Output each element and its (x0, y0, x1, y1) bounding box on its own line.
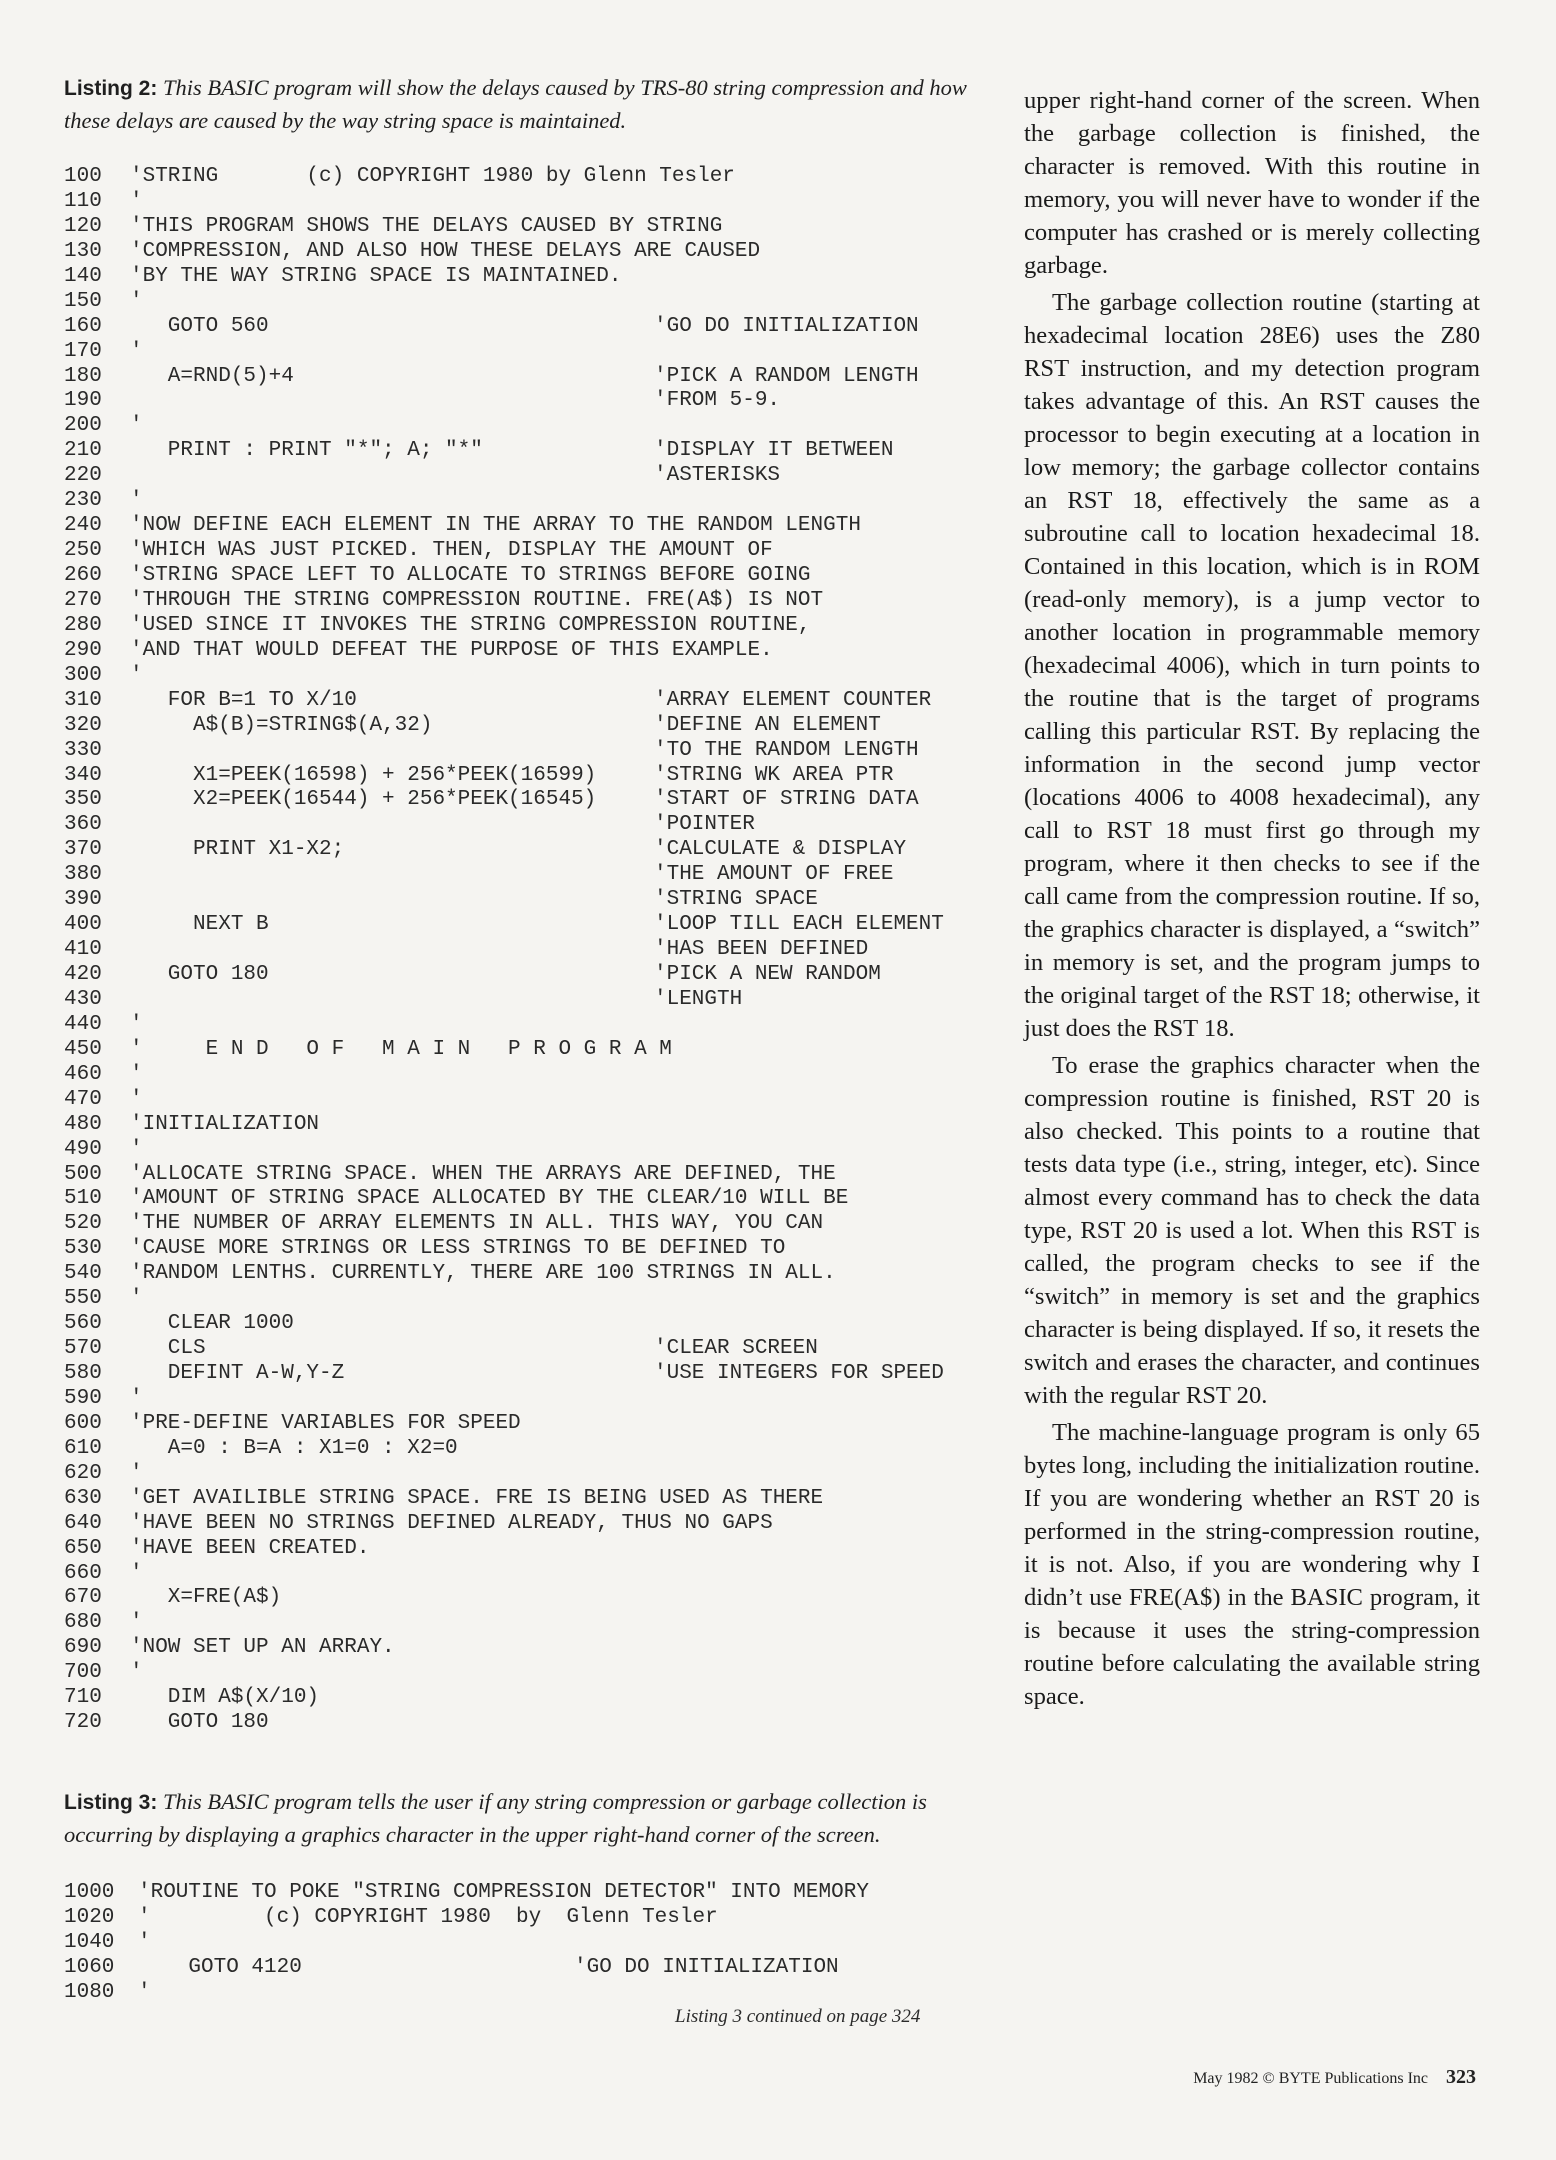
line-number: 140 (64, 264, 102, 288)
line-number: 260 (64, 564, 102, 587)
line-number: 330 (64, 738, 102, 762)
code-line (64, 365, 1009, 390)
line-number: 400 (64, 913, 102, 937)
line-number: 210 (64, 439, 102, 463)
code-statement: 'ROUTINE TO POKE "STRING COMPRESSION DETECTOR" INTO MEMORY (138, 1881, 869, 1905)
page-number: 323 (1446, 2066, 1476, 2088)
code-statement: 'NOW DEFINE EACH ELEMENT IN THE ARRAY TO THE RANDOM LENGTH (130, 514, 861, 538)
code-line (64, 1931, 1009, 1956)
code-line (64, 1661, 1009, 1686)
code-statement: 'USED SINCE IT INVOKES THE STRING COMPRESSION ROUTINE, (130, 613, 811, 637)
code-line (64, 739, 1009, 764)
code-line (64, 1287, 1009, 1312)
line-number: 480 (64, 1112, 102, 1136)
line-number: 340 (64, 763, 102, 787)
code-line (64, 564, 1009, 589)
code-statement: 'CAUSE MORE STRINGS OR LESS STRINGS TO BE DEFINED TO (130, 1237, 786, 1261)
line-number: 500 (64, 1162, 102, 1186)
line-number: 620 (64, 1461, 102, 1485)
code-statement: ' (130, 1611, 143, 1635)
code-statement: A$(B)=STRING$(A,32) (130, 713, 433, 737)
line-number: 1000 (64, 1881, 115, 1905)
code-line (64, 1711, 1009, 1736)
code-line (64, 714, 1009, 739)
code-statement: ' (130, 1561, 143, 1585)
code-line (64, 689, 1009, 714)
line-number: 230 (64, 489, 102, 513)
code-line (64, 938, 1009, 963)
listing-3-caption-text: This BASIC program tells the user if any string compression or garbage collection is occurring by displaying a graphics character in the upper right-hand corner of the screen. (64, 1789, 927, 1848)
code-statement (130, 464, 654, 489)
code-statement: NEXT B (130, 913, 269, 937)
code-statement: 'AND THAT WOULD DEFEAT THE PURPOSE OF THIS EXAMPLE. (130, 638, 773, 662)
code-line (64, 1163, 1009, 1188)
code-line (64, 1537, 1009, 1562)
line-number: 380 (64, 863, 102, 887)
line-number: 720 (64, 1711, 102, 1735)
code-statement: ' (130, 1087, 143, 1111)
line-number: 360 (64, 813, 102, 837)
code-statement: 'RANDOM LENTHS. CURRENTLY, THERE ARE 100 STRINGS IN ALL. (130, 1262, 836, 1286)
code-line (64, 1586, 1009, 1611)
code-statement: ' (130, 489, 143, 513)
line-number: 290 (64, 638, 102, 662)
line-number: 610 (64, 1436, 102, 1460)
code-line (64, 988, 1009, 1013)
listing-2-code (64, 165, 1009, 1736)
code-comment: 'HAS BEEN DEFINED (654, 938, 869, 962)
code-comment: 'PICK A RANDOM LENGTH (654, 364, 919, 388)
code-comment: 'GO DO INITIALIZATION (654, 314, 919, 338)
listing-3-code (64, 1881, 1009, 2006)
code-line (64, 290, 1009, 315)
listing-3-continued-note: Listing 3 continued on page 324 (675, 2006, 921, 2027)
code-comment: 'LENGTH (654, 987, 743, 1011)
line-number: 590 (64, 1386, 102, 1410)
code-line (64, 664, 1009, 689)
code-statement (130, 813, 654, 838)
line-number: 600 (64, 1411, 102, 1435)
code-statement: 'HAVE BEEN CREATED. (130, 1536, 370, 1560)
code-statement: GOTO 180 (130, 1711, 269, 1735)
line-number: 310 (64, 688, 102, 712)
code-comment: 'STRING SPACE (654, 888, 818, 912)
code-statement: 'INITIALIZATION (130, 1112, 320, 1136)
line-number: 520 (64, 1212, 102, 1236)
listing-3-label: Listing 3: (64, 1791, 158, 1815)
line-number: 460 (64, 1062, 102, 1086)
code-line (64, 1956, 1009, 1981)
code-statement: ' (130, 663, 143, 687)
code-line (64, 190, 1009, 215)
code-statement (130, 888, 654, 913)
code-statement: GOTO 4120 (138, 1955, 302, 1979)
code-statement: ' (130, 189, 143, 213)
code-line (64, 1437, 1009, 1462)
code-line (64, 1187, 1009, 1212)
code-line (64, 165, 1009, 190)
line-number: 420 (64, 963, 102, 986)
code-statement: 'COMPRESSION, AND ALSO HOW THESE DELAYS ARE CAUSED (130, 239, 761, 263)
code-statement: 'NOW SET UP AN ARRAY. (130, 1636, 395, 1660)
code-line (64, 1212, 1009, 1237)
code-comment: 'THE AMOUNT OF FREE (654, 863, 894, 887)
line-number: 1060 (64, 1955, 115, 1979)
line-number: 170 (64, 339, 102, 363)
code-statement: X2=PEEK(16544) + 256*PEEK(16545) (130, 788, 597, 812)
line-number: 490 (64, 1137, 102, 1161)
line-number: 700 (64, 1661, 102, 1685)
line-number: 150 (64, 289, 102, 313)
line-number: 660 (64, 1561, 102, 1585)
page-footer (1193, 2066, 1476, 2089)
line-number: 580 (64, 1362, 102, 1385)
code-statement: ' (130, 1661, 143, 1685)
article-column (1024, 84, 1480, 1713)
line-number: 550 (64, 1287, 102, 1311)
article-paragraph: To erase the graphics character when the compression routine is finished, RST 20 is also checked. This points to a routine that tests data type (i.e., string, integer, etc). Since almost every command has to check the data type, RST 20 is used a lot. When this RST is called, the program checks to see if the “switch” in memory is set and the graphics character is being displayed. If so, it resets the switch and erases the character, and continues with the regular RST 20. (1024, 1052, 1480, 1409)
code-line (64, 1412, 1009, 1437)
code-statement: CLEAR 1000 (130, 1312, 294, 1336)
code-line (64, 1906, 1009, 1931)
code-line (64, 340, 1009, 365)
line-number: 300 (64, 663, 102, 687)
code-statement: 'THROUGH THE STRING COMPRESSION ROUTINE. FRE(A$) IS NOT (130, 588, 824, 612)
code-statement: ' (130, 1062, 143, 1086)
code-statement: X1=PEEK(16598) + 256*PEEK(16599) (130, 763, 597, 787)
code-statement: ' (138, 1980, 151, 2004)
code-line (64, 389, 1009, 414)
code-comment: 'DISPLAY IT BETWEEN (654, 439, 894, 463)
code-statement: A=0 : B=A : X1=0 : X2=0 (130, 1436, 458, 1460)
code-line (64, 589, 1009, 614)
line-number: 130 (64, 239, 102, 263)
line-number: 470 (64, 1087, 102, 1111)
code-statement: GOTO 560 (130, 314, 269, 338)
line-number: 560 (64, 1312, 102, 1336)
line-number: 650 (64, 1536, 102, 1560)
code-statement: ' (130, 1137, 143, 1161)
code-statement: CLS (130, 1337, 206, 1361)
code-statement: ' (c) COPYRIGHT 1980 by Glenn Tesler (138, 1906, 718, 1929)
line-number: 390 (64, 888, 102, 912)
line-number: 450 (64, 1037, 102, 1061)
code-statement: ' (138, 1930, 151, 1954)
listing-2-caption-text: This BASIC program will show the delays caused by TRS-80 string compression and how these delays are caused by the way string space is maintained. (64, 75, 967, 133)
code-statement: ' (130, 1287, 143, 1311)
line-number: 280 (64, 613, 102, 637)
line-number: 110 (64, 189, 102, 213)
listing-2-label: Listing 2: (64, 77, 158, 100)
code-statement: 'GET AVAILIBLE STRING SPACE. FRE IS BEING USED AS THERE (130, 1486, 824, 1510)
code-line (64, 1312, 1009, 1337)
code-line (64, 1063, 1009, 1088)
code-line (64, 1138, 1009, 1163)
code-line (64, 1237, 1009, 1262)
code-statement: X=FRE(A$) (130, 1586, 282, 1610)
line-number: 640 (64, 1511, 102, 1535)
code-statement: ' (130, 414, 143, 438)
code-line (64, 1337, 1009, 1362)
code-statement (130, 739, 654, 764)
code-statement (130, 863, 654, 888)
code-line (64, 838, 1009, 863)
code-line (64, 1881, 1009, 1906)
code-line (64, 1362, 1009, 1387)
code-line (64, 888, 1009, 913)
code-line (64, 489, 1009, 514)
code-line (64, 1462, 1009, 1487)
code-statement: 'STRING (c) COPYRIGHT 1980 by Glenn Tesler (130, 165, 735, 188)
line-number: 250 (64, 539, 102, 563)
line-number: 350 (64, 788, 102, 812)
line-number: 510 (64, 1187, 102, 1211)
line-number: 100 (64, 165, 102, 188)
code-line (64, 1038, 1009, 1063)
code-statement: ' (130, 1461, 143, 1485)
listing-2-caption (64, 72, 1009, 137)
code-statement: PRINT : PRINT "*"; A; "*" (130, 439, 483, 463)
code-line (64, 1562, 1009, 1587)
code-statement (130, 938, 654, 963)
code-line (64, 514, 1009, 539)
line-number: 200 (64, 414, 102, 438)
line-number: 570 (64, 1337, 102, 1361)
line-number: 190 (64, 389, 102, 413)
code-statement: 'THIS PROGRAM SHOWS THE DELAYS CAUSED BY STRING (130, 214, 723, 238)
code-statement: 'PRE-DEFINE VARIABLES FOR SPEED (130, 1411, 521, 1435)
line-number: 410 (64, 938, 102, 962)
code-statement (130, 988, 654, 1013)
code-line (64, 265, 1009, 290)
code-statement: ' (130, 1386, 143, 1410)
code-line (64, 913, 1009, 938)
code-line (64, 1981, 1009, 2006)
code-statement: ' (130, 289, 143, 313)
line-number: 630 (64, 1486, 102, 1510)
line-number: 120 (64, 214, 102, 238)
code-line (64, 215, 1009, 240)
line-number: 270 (64, 588, 102, 612)
code-statement: 'THE NUMBER OF ARRAY ELEMENTS IN ALL. THIS WAY, YOU CAN (130, 1212, 824, 1236)
code-line (64, 614, 1009, 639)
article-paragraph: upper right-hand corner of the screen. When the garbage collection is finished, the character is removed. With this routine in memory, you will never have to wonder if the computer has crashed or is merely collecting garbage. (1024, 87, 1480, 279)
code-comment: 'ASTERISKS (654, 464, 781, 488)
code-line (64, 1487, 1009, 1512)
code-comment: 'CALCULATE & DISPLAY (654, 838, 907, 862)
code-statement: DEFINT A-W,Y-Z (130, 1362, 345, 1385)
code-statement (130, 389, 654, 414)
listings-column (64, 72, 1009, 2006)
code-statement: 'AMOUNT OF STRING SPACE ALLOCATED BY THE CLEAR/10 WILL BE (130, 1187, 849, 1211)
code-line (64, 315, 1009, 340)
code-statement: FOR B=1 TO X/10 (130, 688, 357, 712)
code-comment: 'FROM 5-9. (654, 389, 781, 413)
code-statement: ' (130, 1012, 143, 1036)
listing-3-caption (64, 1786, 1009, 1851)
code-statement: PRINT X1-X2; (130, 838, 345, 862)
code-comment: 'ARRAY ELEMENT COUNTER (654, 688, 932, 712)
code-comment: 'GO DO INITIALIZATION (574, 1955, 839, 1979)
code-line (64, 863, 1009, 888)
code-comment: 'DEFINE AN ELEMENT (654, 713, 881, 737)
footer-issue: May 1982 © BYTE Publications Inc (1193, 2070, 1428, 2087)
code-comment: 'PICK A NEW RANDOM (654, 963, 881, 986)
line-number: 690 (64, 1636, 102, 1660)
code-statement: 'BY THE WAY STRING SPACE IS MAINTAINED. (130, 264, 622, 288)
code-statement: 'STRING SPACE LEFT TO ALLOCATE TO STRINGS BEFORE GOING (130, 564, 811, 587)
code-line (64, 764, 1009, 789)
line-number: 370 (64, 838, 102, 862)
code-comment: 'LOOP TILL EACH ELEMENT (654, 913, 944, 937)
code-comment: 'USE INTEGERS FOR SPEED (654, 1362, 944, 1385)
code-line (64, 1512, 1009, 1537)
line-number: 1040 (64, 1930, 115, 1954)
code-line (64, 1686, 1009, 1711)
code-line (64, 1262, 1009, 1287)
line-number: 710 (64, 1686, 102, 1710)
code-line (64, 1088, 1009, 1113)
code-comment: 'TO THE RANDOM LENGTH (654, 738, 919, 762)
code-line (64, 1387, 1009, 1412)
line-number: 220 (64, 464, 102, 488)
code-line (64, 464, 1009, 489)
line-number: 1020 (64, 1906, 115, 1929)
line-number: 1080 (64, 1980, 115, 2004)
code-statement: 'WHICH WAS JUST PICKED. THEN, DISPLAY THE AMOUNT OF (130, 539, 773, 563)
code-statement: A=RND(5)+4 (130, 364, 294, 388)
code-line (64, 963, 1009, 988)
code-statement: 'HAVE BEEN NO STRINGS DEFINED ALREADY, THUS NO GAPS (130, 1511, 773, 1535)
code-comment: 'CLEAR SCREEN (654, 1337, 818, 1361)
code-line (64, 813, 1009, 838)
line-number: 180 (64, 364, 102, 388)
code-line (64, 1636, 1009, 1661)
article-paragraph: The machine-language program is only 65 bytes long, including the initialization routine. If you are wondering whether an RST 20 is performed in the string-compression routine, it is not. Also, if you are wondering why I didn’t use FRE(A$) in the BASIC program, it is because it uses the string-compression routine before calculating the available string space. (1024, 1419, 1480, 1710)
line-number: 240 (64, 514, 102, 538)
code-statement: 'ALLOCATE STRING SPACE. WHEN THE ARRAYS ARE DEFINED, THE (130, 1162, 836, 1186)
code-line (64, 1611, 1009, 1636)
code-comment: 'START OF STRING DATA (654, 788, 919, 812)
line-number: 160 (64, 314, 102, 338)
line-number: 670 (64, 1586, 102, 1610)
line-number: 320 (64, 713, 102, 737)
code-line (64, 539, 1009, 564)
line-number: 680 (64, 1611, 102, 1635)
code-statement: DIM A$(X/10) (130, 1686, 320, 1710)
code-statement: ' E N D O F M A I N P R O G R A M (130, 1037, 672, 1061)
code-line (64, 439, 1009, 464)
code-line (64, 788, 1009, 813)
line-number: 540 (64, 1262, 102, 1286)
code-comment: 'POINTER (654, 813, 755, 837)
code-statement: GOTO 180 (130, 963, 269, 986)
line-number: 430 (64, 987, 102, 1011)
code-line (64, 240, 1009, 265)
code-line (64, 639, 1009, 664)
line-number: 440 (64, 1012, 102, 1036)
code-line (64, 1113, 1009, 1138)
code-comment: 'STRING WK AREA PTR (654, 763, 894, 787)
line-number: 530 (64, 1237, 102, 1261)
article-paragraph: The garbage collection routine (starting at hexadecimal location 28E6) uses the Z80 RST instruction, and my detection program takes advantage of this. An RST causes the processor to begin executing at a location in low memory; the garbage collector contains an RST 18, effectively the same as a subroutine call to location hexadecimal 18. Contained in this location, which is in ROM (read-only memory), is a jump vector to another location in programmable memory (hexadecimal 4006), which in turn points to the routine that is the target of programs calling this particular RST. By replacing the information in the second jump vector (locations 4006 to 4008 hexadecimal), any call to RST 18 must first go through my program, where it then checks to see if the call came from the compression routine. If so, the graphics character is displayed, a “switch” in memory is set, and the program jumps to the original target of the RST 18; otherwise, it just does the RST 18. (1024, 289, 1480, 1042)
code-statement: ' (130, 339, 143, 363)
code-line (64, 1013, 1009, 1038)
code-line (64, 414, 1009, 439)
